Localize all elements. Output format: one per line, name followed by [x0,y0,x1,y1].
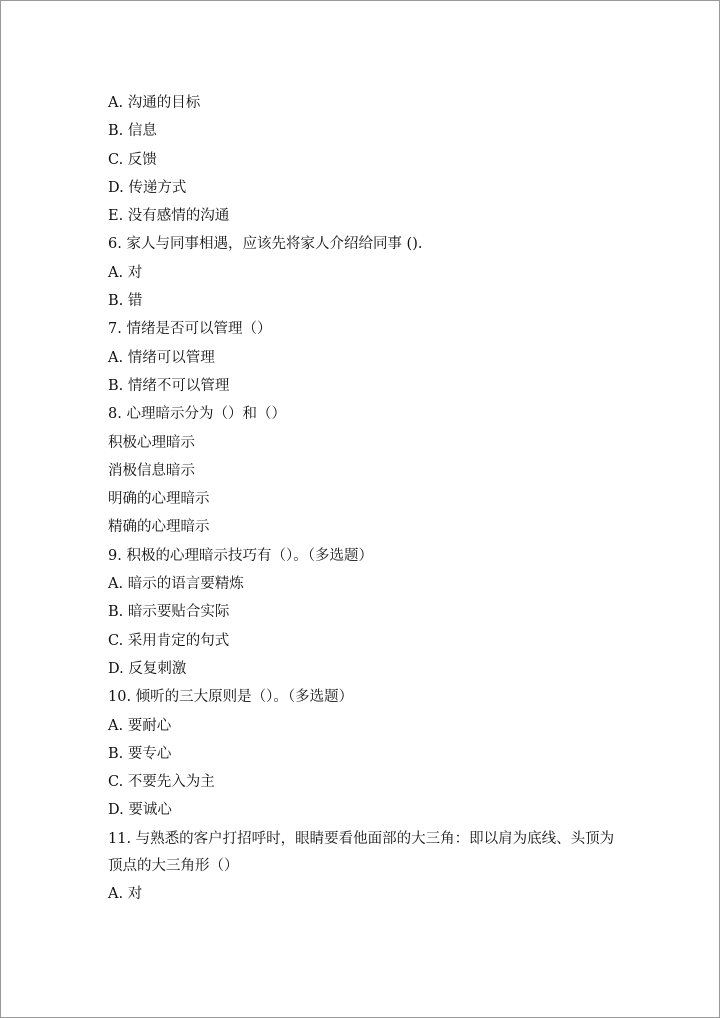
option-line: D. 反复刺激 [108,660,187,677]
option-line: C. 采用肯定的句式 [108,632,230,649]
question-8: 8. 心理暗示分为（）和（） [108,406,286,423]
question-10: 10. 倾听的三大原则是（）。（多选题） [108,689,354,706]
option-line: D. 要诚心 [108,802,172,819]
option-line: B. 要专心 [108,745,172,762]
option-line: A. 对 [108,264,143,281]
option-line: B. 暗示要贴合实际 [108,604,230,621]
option-line: B. 情绪不可以管理 [108,377,230,394]
question-9: 9. 积极的心理暗示技巧有（）。（多选题） [108,547,373,564]
option-line: 精确的心理暗示 [108,519,210,536]
option-line: C. 不要先入为主 [108,774,215,791]
option-line: E. 没有感情的沟通 [108,208,230,225]
option-line: D. 传递方式 [108,179,187,196]
option-line: B. 错 [108,293,143,310]
option-line: B. 信息 [108,123,157,140]
option-line: C. 反馈 [108,151,157,168]
question-11-continued: 顶点的大三角形（） [108,858,239,875]
document-body [108,89,668,909]
question-11: 11. 与熟悉的客户打招呼时，眼睛要看他面部的大三角：即以肩为底线、头顶为 [108,830,615,847]
option-line: 消极信息暗示 [108,462,195,479]
option-line: 明确的心理暗示 [108,491,210,508]
option-line: A. 沟通的目标 [108,95,201,111]
option-line: 积极心理暗示 [108,434,195,451]
option-line: A. 要耐心 [108,717,172,734]
question-6: 6. 家人与同事相遇，应该先将家人介绍给同事 (). [108,236,423,253]
option-line: A. 暗示的语言要精炼 [108,576,244,593]
option-line: A. 对 [108,886,143,903]
question-7: 7. 情绪是否可以管理（） [108,321,272,338]
option-line: A. 情绪可以管理 [108,349,215,366]
